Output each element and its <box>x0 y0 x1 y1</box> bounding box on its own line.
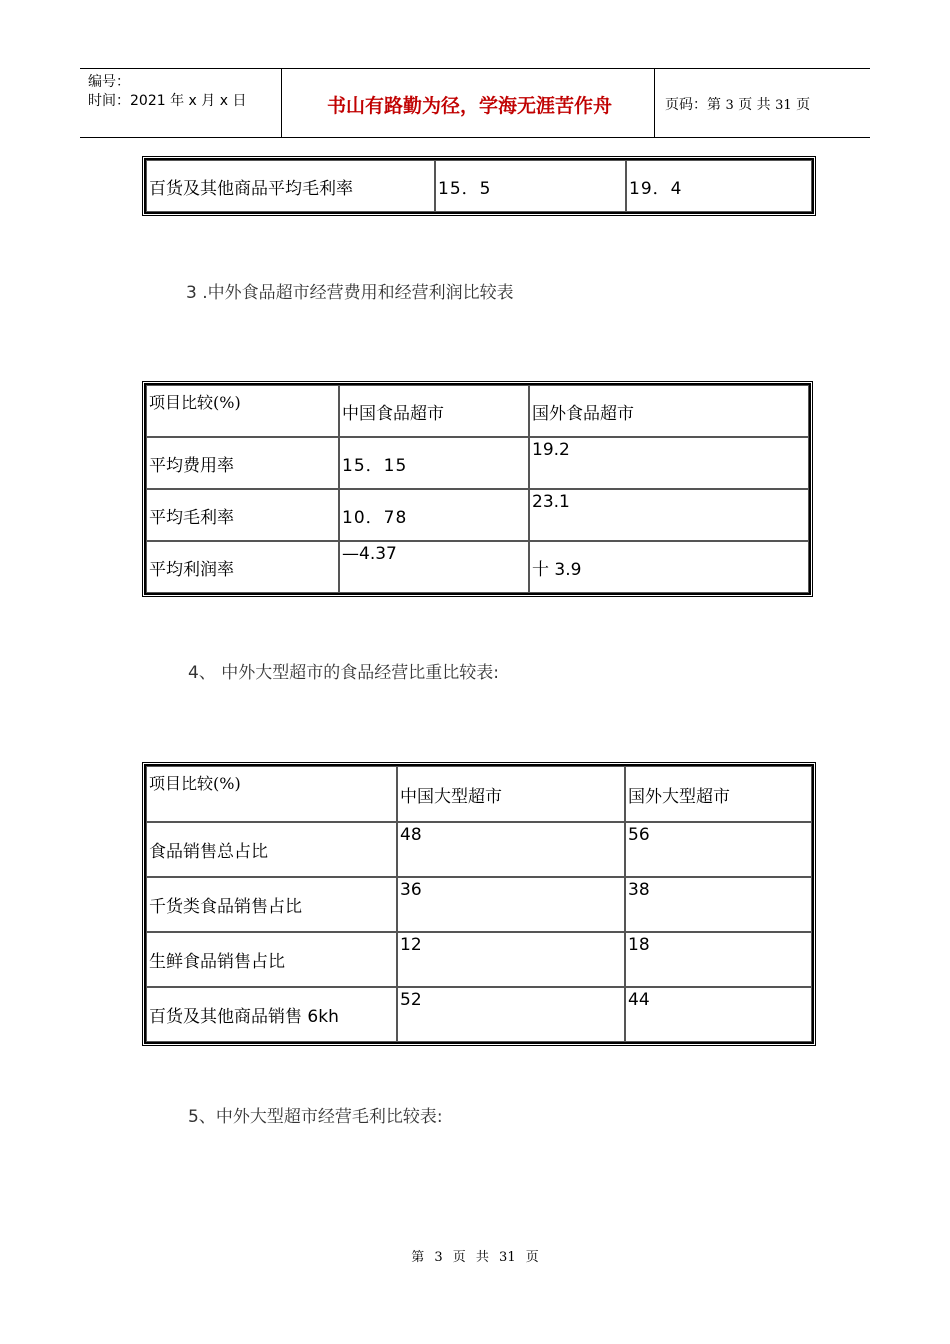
table-cell: 36 <box>397 877 625 932</box>
table-header-cell: 国外大型超市 <box>625 766 812 822</box>
table-row <box>146 877 812 932</box>
table-continuation <box>144 158 814 214</box>
table-header-cell: 国外食品超市 <box>529 385 809 437</box>
header-meta <box>88 73 246 111</box>
table-header-cell: 项目比较(%) <box>146 766 397 822</box>
table-cell: 15．5 <box>435 160 626 212</box>
table-cell: 平均费用率 <box>146 437 339 489</box>
table-cell: 19.2 <box>529 437 809 489</box>
table-row <box>146 932 812 987</box>
table-cell: 52 <box>397 987 625 1042</box>
section-5-caption: 5、中外大型超市经营毛利比较表: <box>188 1107 443 1127</box>
header-divider <box>281 69 282 137</box>
table-row <box>146 822 812 877</box>
table-cell: 38 <box>625 877 812 932</box>
table-cell: 平均利润率 <box>146 541 339 593</box>
section-3-caption: 3 .中外食品超市经营费用和经营利润比较表 <box>186 283 514 303</box>
section-4-caption: 4、 中外大型超市的食品经营比重比较表: <box>188 663 499 683</box>
table-cell: 百货及其他商品销售 6kh <box>146 987 397 1042</box>
table-cell: 12 <box>397 932 625 987</box>
table-cell: —4.37 <box>339 541 529 593</box>
page-header <box>80 68 870 138</box>
table-header-row <box>146 766 812 822</box>
table-cell: 56 <box>625 822 812 877</box>
table-cell: 食品销售总占比 <box>146 822 397 877</box>
table-cell: 10．78 <box>339 489 529 541</box>
table-food-supermarket-costs <box>144 383 811 595</box>
document-number-label: 编号： <box>88 74 130 90</box>
page-prefix: 页码：第 <box>665 97 721 113</box>
table-row <box>146 541 809 593</box>
header-page-indicator <box>665 94 810 114</box>
page-suffix: 页 <box>796 97 811 113</box>
document-time-label: 时间：2021 年 x 月 x 日 <box>88 93 247 109</box>
table-header-cell: 中国大型超市 <box>397 766 625 822</box>
table-cell: 18 <box>625 932 812 987</box>
page-mid: 页 共 <box>738 97 771 113</box>
table-cell: 平均毛利率 <box>146 489 339 541</box>
table-header-cell: 中国食品超市 <box>339 385 529 437</box>
table-header-cell: 项目比较(%) <box>146 385 339 437</box>
table-row <box>146 437 809 489</box>
table-cell: 千货类食品销售占比 <box>146 877 397 932</box>
table-row <box>146 987 812 1042</box>
page-current: 3 <box>725 98 734 113</box>
header-motto: 书山有路勤为径，学海无涯苦作舟 <box>326 95 612 117</box>
table-row <box>146 489 809 541</box>
table-cell: 生鲜食品销售占比 <box>146 932 397 987</box>
page-footer: 第 3 页 共 31 页 <box>411 1250 539 1265</box>
table-header-row <box>146 385 809 437</box>
table-cell: 19．4 <box>626 160 812 212</box>
table-cell: 百货及其他商品平均毛利率 <box>146 160 435 212</box>
table-cell: 十 3.9 <box>529 541 809 593</box>
table-cell: 15．15 <box>339 437 529 489</box>
page-total: 31 <box>775 98 792 113</box>
table-hypermarket-food-share <box>144 764 814 1044</box>
table-row <box>146 160 812 212</box>
table-cell: 48 <box>397 822 625 877</box>
table-cell: 23.1 <box>529 489 809 541</box>
table-cell: 44 <box>625 987 812 1042</box>
